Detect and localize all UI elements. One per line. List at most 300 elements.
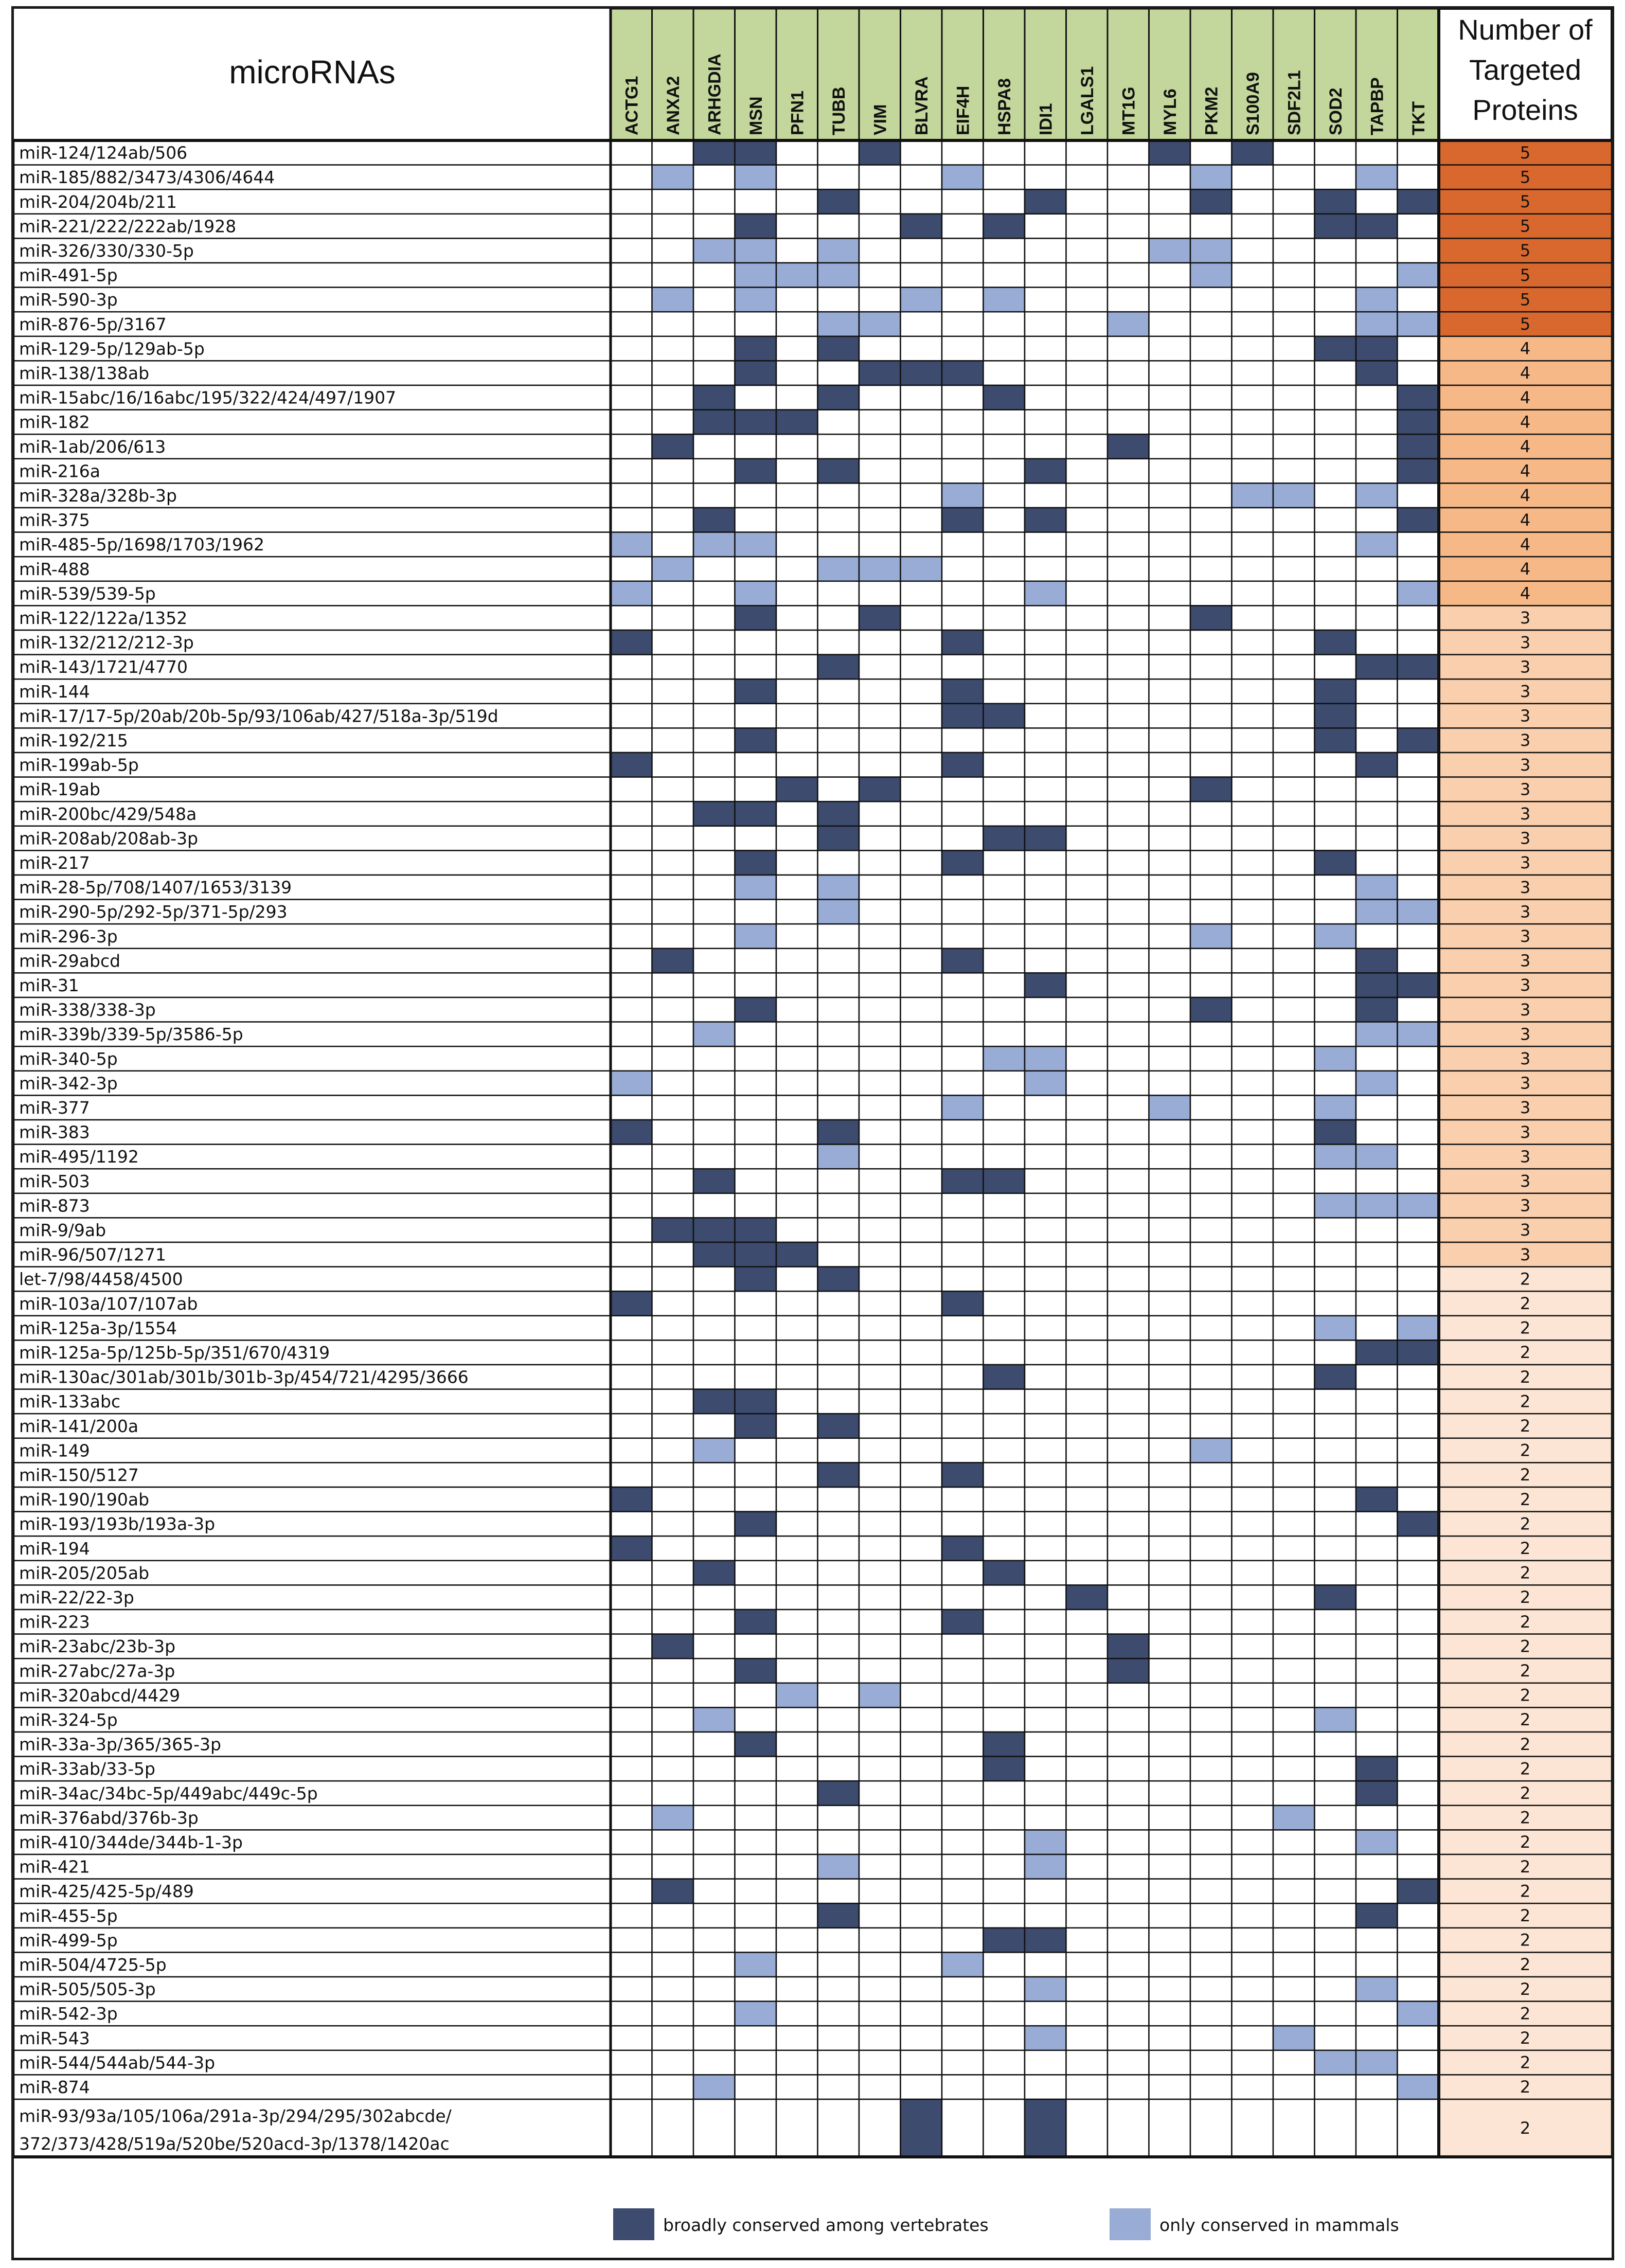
grid-cell-empty — [776, 2050, 818, 2075]
grid-cell-empty — [776, 1365, 818, 1389]
grid-cell-empty — [1356, 581, 1398, 606]
grid-cell-empty — [776, 704, 818, 728]
grid-cell-empty — [1149, 189, 1191, 214]
grid-cell-broad — [1190, 777, 1232, 802]
grid-cell-empty — [652, 1438, 694, 1463]
grid-cell-empty — [901, 410, 942, 435]
grid-cell-empty — [1066, 777, 1108, 802]
grid-cell-empty — [1190, 1145, 1232, 1169]
grid-cell-empty — [1232, 1536, 1274, 1561]
table-row — [14, 875, 1612, 900]
grid-cell-empty — [1273, 1389, 1315, 1414]
protein-label-arhgdia: ARHGDIA — [705, 53, 725, 135]
grid-cell-empty — [1025, 1634, 1066, 1659]
grid-cell-mammal — [1190, 1438, 1232, 1463]
grid-cell-empty — [818, 508, 860, 532]
grid-cell-empty — [1066, 630, 1108, 655]
grid-cell-empty — [1108, 1683, 1149, 1708]
grid-cell-broad — [1149, 140, 1191, 165]
table-row — [14, 1781, 1612, 1806]
grid-cell-empty — [1025, 1291, 1066, 1316]
grid-cell-empty — [1149, 1536, 1191, 1561]
grid-cell-empty — [942, 1757, 984, 1781]
grid-cell-mammal — [1232, 483, 1274, 508]
grid-cell-empty — [735, 1903, 777, 1928]
grid-cell-empty — [693, 557, 735, 581]
grid-cell-empty — [1356, 1414, 1398, 1438]
grid-cell-empty — [652, 1291, 694, 1316]
grid-cell-empty — [1066, 753, 1108, 777]
grid-cell-empty — [1190, 288, 1232, 312]
grid-cell-empty — [1190, 704, 1232, 728]
grid-cell-empty — [1398, 238, 1439, 263]
table-row — [14, 777, 1612, 802]
grid-cell-empty — [1398, 483, 1439, 508]
grid-cell-empty — [1273, 1242, 1315, 1267]
grid-cell-empty — [942, 777, 984, 802]
grid-cell-empty — [611, 1658, 652, 1683]
grid-cell-empty — [818, 605, 860, 630]
grid-cell-empty — [1066, 1806, 1108, 1830]
grid-cell-mammal — [1356, 1022, 1398, 1047]
grid-cell-empty — [1232, 1145, 1274, 1169]
grid-cell-broad — [901, 361, 942, 385]
grid-cell-mammal — [1398, 900, 1439, 924]
grid-cell-empty — [942, 263, 984, 288]
count-value: 5 — [1520, 167, 1531, 187]
grid-cell-broad — [1398, 189, 1439, 214]
mirna-name: miR-499-5p — [19, 1930, 118, 1951]
grid-cell-empty — [1398, 1561, 1439, 1585]
count-value: 2 — [1520, 1465, 1531, 1485]
count-value: 2 — [1520, 1587, 1531, 1608]
grid-cell-empty — [1025, 1022, 1066, 1047]
grid-cell-empty — [1273, 1757, 1315, 1781]
grid-cell-empty — [693, 288, 735, 312]
grid-cell-empty — [1190, 630, 1232, 655]
count-value: 2 — [1520, 1343, 1531, 1363]
grid-cell-broad — [735, 1242, 777, 1267]
grid-cell-empty — [859, 1316, 901, 1341]
grid-cell-empty — [1315, 1462, 1356, 1487]
grid-cell-mammal — [1356, 1145, 1398, 1169]
count-value: 2 — [1520, 2052, 1531, 2073]
grid-cell-empty — [984, 949, 1025, 973]
grid-cell-empty — [1108, 704, 1149, 728]
grid-cell-broad — [611, 1536, 652, 1561]
grid-cell-empty — [1398, 949, 1439, 973]
grid-cell-empty — [1108, 1095, 1149, 1120]
grid-cell-empty — [984, 777, 1025, 802]
grid-cell-empty — [611, 1438, 652, 1463]
table-row — [14, 1561, 1612, 1585]
grid-cell-empty — [1108, 1585, 1149, 1610]
grid-cell-empty — [1315, 949, 1356, 973]
grid-cell-empty — [652, 605, 694, 630]
count-value: 5 — [1520, 265, 1531, 285]
grid-cell-empty — [776, 140, 818, 165]
grid-cell-empty — [1025, 1340, 1066, 1365]
protein-label-eif4h: EIF4H — [953, 85, 973, 135]
grid-cell-broad — [818, 336, 860, 361]
grid-cell-empty — [1190, 1340, 1232, 1365]
mirna-name: miR-342-3p — [19, 1073, 118, 1094]
grid-cell-empty — [1190, 1903, 1232, 1928]
grid-cell-empty — [1190, 1120, 1232, 1145]
grid-cell-empty — [611, 949, 652, 973]
count-value: 4 — [1520, 437, 1531, 456]
grid-cell-empty — [1398, 1781, 1439, 1806]
grid-cell-empty — [611, 1757, 652, 1781]
grid-cell-empty — [1108, 1389, 1149, 1414]
protein-label-sod2: SOD2 — [1326, 87, 1346, 135]
grid-cell-empty — [1108, 2075, 1149, 2099]
grid-cell-empty — [1315, 483, 1356, 508]
grid-cell-empty — [942, 1389, 984, 1414]
grid-cell-empty — [1108, 2050, 1149, 2075]
grid-cell-empty — [1066, 434, 1108, 459]
grid-cell-empty — [1232, 2099, 1274, 2157]
grid-cell-broad — [984, 1732, 1025, 1757]
mirna-name: miR-485-5p/1698/1703/1962 — [19, 534, 264, 555]
grid-cell-empty — [1190, 1977, 1232, 2002]
grid-cell-empty — [1108, 1830, 1149, 1854]
count-value: 2 — [1520, 1440, 1531, 1460]
grid-cell-empty — [1066, 1046, 1108, 1071]
grid-cell-empty — [1232, 1658, 1274, 1683]
count-value: 3 — [1520, 657, 1531, 677]
grid-cell-empty — [611, 1389, 652, 1414]
mirna-name: miR-150/5127 — [19, 1465, 139, 1485]
grid-cell-empty — [1025, 924, 1066, 949]
grid-cell-empty — [901, 1365, 942, 1389]
grid-cell-mammal — [1315, 1095, 1356, 1120]
mirna-name: miR-23abc/23b-3p — [19, 1636, 176, 1657]
grid-cell-broad — [1398, 410, 1439, 435]
grid-cell-empty — [942, 2099, 984, 2157]
table-row — [14, 532, 1612, 557]
grid-cell-mammal — [652, 1806, 694, 1830]
mirna-name: miR-33a-3p/365/365-3p — [19, 1734, 221, 1755]
mirna-name: miR-204/204b/211 — [19, 191, 177, 212]
grid-cell-broad — [652, 434, 694, 459]
grid-cell-broad — [984, 1365, 1025, 1389]
grid-cell-broad — [1108, 1658, 1149, 1683]
grid-cell-broad — [818, 1781, 860, 1806]
grid-cell-empty — [859, 655, 901, 680]
grid-cell-empty — [901, 1438, 942, 1463]
grid-cell-empty — [693, 728, 735, 753]
grid-cell-empty — [1315, 1242, 1356, 1267]
grid-cell-empty — [1315, 801, 1356, 826]
grid-cell-mammal — [818, 238, 860, 263]
grid-cell-empty — [652, 1267, 694, 1292]
grid-cell-empty — [1066, 1658, 1108, 1683]
grid-cell-broad — [1356, 1757, 1398, 1781]
grid-cell-empty — [1066, 2099, 1108, 2157]
grid-cell-empty — [859, 1512, 901, 1537]
grid-cell-empty — [1356, 850, 1398, 875]
grid-cell-empty — [901, 2075, 942, 2099]
table-row — [14, 655, 1612, 680]
grid-cell-empty — [984, 1120, 1025, 1145]
grid-cell-empty — [1190, 1732, 1232, 1757]
mirna-name: miR-216a — [19, 461, 101, 481]
grid-cell-empty — [693, 1806, 735, 1830]
grid-cell-empty — [984, 1145, 1025, 1169]
grid-cell-mammal — [1315, 2050, 1356, 2075]
grid-cell-empty — [1273, 605, 1315, 630]
grid-cell-empty — [611, 2026, 652, 2050]
grid-cell-empty — [776, 1414, 818, 1438]
grid-cell-empty — [818, 1193, 860, 1218]
grid-cell-empty — [611, 238, 652, 263]
count-value: 2 — [1520, 2118, 1531, 2138]
grid-cell-mammal — [735, 875, 777, 900]
grid-cell-empty — [1066, 336, 1108, 361]
grid-cell-broad — [1356, 361, 1398, 385]
grid-cell-empty — [1315, 410, 1356, 435]
grid-cell-empty — [1190, 1536, 1232, 1561]
grid-cell-mammal — [1190, 165, 1232, 190]
grid-cell-empty — [901, 2050, 942, 2075]
grid-cell-empty — [901, 1732, 942, 1757]
grid-cell-empty — [693, 2050, 735, 2075]
grid-cell-empty — [735, 777, 777, 802]
grid-cell-empty — [1398, 1169, 1439, 1193]
grid-cell-mammal — [735, 165, 777, 190]
grid-cell-empty — [1066, 900, 1108, 924]
grid-cell-empty — [652, 777, 694, 802]
grid-cell-empty — [859, 1561, 901, 1585]
grid-cell-broad — [942, 949, 984, 973]
grid-cell-empty — [1190, 1561, 1232, 1585]
grid-cell-broad — [818, 801, 860, 826]
grid-cell-empty — [984, 1462, 1025, 1487]
grid-cell-empty — [1066, 1683, 1108, 1708]
grid-cell-empty — [984, 238, 1025, 263]
count-value: 3 — [1520, 853, 1531, 873]
grid-cell-empty — [942, 336, 984, 361]
grid-cell-empty — [776, 2026, 818, 2050]
grid-cell-empty — [1273, 1977, 1315, 2002]
grid-cell-empty — [1315, 1487, 1356, 1512]
grid-cell-empty — [1066, 1487, 1108, 1512]
grid-cell-empty — [776, 532, 818, 557]
grid-cell-empty — [1232, 1806, 1274, 1830]
grid-cell-broad — [818, 459, 860, 484]
grid-cell-empty — [1066, 801, 1108, 826]
grid-cell-empty — [1232, 1218, 1274, 1242]
grid-cell-empty — [776, 900, 818, 924]
grid-cell-empty — [1356, 508, 1398, 532]
grid-cell-empty — [735, 1977, 777, 2002]
table-row — [14, 1438, 1612, 1463]
grid-cell-mammal — [693, 2075, 735, 2099]
grid-cell-broad — [652, 1634, 694, 1659]
grid-cell-empty — [1190, 1757, 1232, 1781]
grid-cell-empty — [611, 777, 652, 802]
grid-cell-empty — [1356, 1707, 1398, 1732]
grid-cell-mammal — [1108, 312, 1149, 336]
grid-cell-empty — [1066, 1634, 1108, 1659]
grid-cell-broad — [735, 801, 777, 826]
count-value: 2 — [1520, 1906, 1531, 1925]
count-value: 3 — [1520, 1098, 1531, 1118]
grid-cell-empty — [1066, 1462, 1108, 1487]
table-row — [14, 189, 1612, 214]
grid-cell-empty — [1315, 1536, 1356, 1561]
grid-cell-broad — [818, 1903, 860, 1928]
grid-cell-broad — [859, 140, 901, 165]
grid-cell-empty — [693, 581, 735, 606]
grid-cell-empty — [1149, 1389, 1191, 1414]
grid-cell-empty — [859, 1095, 901, 1120]
grid-cell-empty — [611, 1169, 652, 1193]
grid-cell-empty — [942, 1781, 984, 1806]
grid-cell-empty — [1356, 1291, 1398, 1316]
grid-cell-empty — [1273, 875, 1315, 900]
grid-cell-mammal — [818, 557, 860, 581]
table-row — [14, 2050, 1612, 2075]
grid-cell-empty — [611, 1732, 652, 1757]
grid-cell-empty — [1108, 1977, 1149, 2002]
grid-cell-empty — [1025, 214, 1066, 239]
grid-cell-empty — [818, 2002, 860, 2026]
grid-cell-empty — [1232, 900, 1274, 924]
count-value: 4 — [1520, 338, 1531, 359]
grid-cell-empty — [735, 1095, 777, 1120]
grid-cell-mammal — [818, 1854, 860, 1879]
grid-cell-empty — [901, 1487, 942, 1512]
grid-cell-empty — [942, 410, 984, 435]
grid-cell-empty — [1108, 630, 1149, 655]
grid-cell-mammal — [735, 1952, 777, 1977]
grid-cell-mammal — [1356, 165, 1398, 190]
grid-cell-broad — [1315, 214, 1356, 239]
grid-cell-empty — [776, 2075, 818, 2099]
grid-cell-empty — [776, 1928, 818, 1953]
mirna-name: miR-96/507/1271 — [19, 1244, 167, 1265]
grid-cell-empty — [859, 581, 901, 606]
grid-cell-empty — [942, 1267, 984, 1292]
grid-cell-empty — [1108, 557, 1149, 581]
grid-cell-empty — [901, 1169, 942, 1193]
grid-cell-empty — [1315, 361, 1356, 385]
grid-cell-empty — [1232, 801, 1274, 826]
grid-cell-empty — [1149, 1830, 1191, 1854]
grid-cell-empty — [735, 312, 777, 336]
grid-cell-empty — [1356, 728, 1398, 753]
grid-cell-empty — [1398, 630, 1439, 655]
grid-cell-empty — [1108, 263, 1149, 288]
grid-cell-empty — [1066, 605, 1108, 630]
count-value: 3 — [1520, 999, 1531, 1020]
grid-cell-mammal — [818, 900, 860, 924]
grid-cell-empty — [1190, 900, 1232, 924]
grid-cell-empty — [1149, 263, 1191, 288]
grid-cell-empty — [1398, 1487, 1439, 1512]
mirna-label-cell — [14, 1854, 611, 1879]
grid-cell-empty — [1356, 1218, 1398, 1242]
grid-cell-empty — [859, 900, 901, 924]
grid-cell-empty — [1149, 1120, 1191, 1145]
grid-cell-empty — [1315, 1438, 1356, 1463]
mirna-name: miR-185/882/3473/4306/4644 — [19, 167, 275, 188]
grid-cell-empty — [1398, 1291, 1439, 1316]
grid-cell-empty — [735, 1438, 777, 1463]
grid-cell-empty — [1066, 459, 1108, 484]
grid-cell-empty — [942, 1561, 984, 1585]
grid-cell-empty — [611, 1830, 652, 1854]
grid-cell-empty — [1398, 1071, 1439, 1096]
grid-cell-empty — [1273, 1781, 1315, 1806]
mirna-name: miR-340-5p — [19, 1048, 118, 1069]
grid-cell-empty — [611, 1561, 652, 1585]
grid-cell-empty — [942, 288, 984, 312]
mirna-name: miR-874 — [19, 2077, 90, 2097]
grid-cell-empty — [1025, 1095, 1066, 1120]
grid-cell-broad — [1398, 508, 1439, 532]
grid-cell-empty — [901, 532, 942, 557]
grid-cell-broad — [984, 385, 1025, 410]
grid-cell-mammal — [818, 312, 860, 336]
table-row — [14, 1365, 1612, 1389]
grid-cell-broad — [693, 1561, 735, 1585]
grid-cell-empty — [735, 385, 777, 410]
grid-cell-empty — [1066, 1732, 1108, 1757]
grid-cell-empty — [1190, 1512, 1232, 1537]
grid-cell-empty — [818, 214, 860, 239]
grid-cell-mammal — [1356, 875, 1398, 900]
grid-cell-empty — [818, 753, 860, 777]
grid-cell-empty — [776, 1193, 818, 1218]
grid-cell-broad — [1025, 508, 1066, 532]
grid-cell-empty — [611, 1585, 652, 1610]
grid-cell-empty — [1398, 1707, 1439, 1732]
grid-cell-empty — [1315, 288, 1356, 312]
grid-cell-empty — [901, 336, 942, 361]
mirna-name: miR-125a-3p/1554 — [19, 1318, 177, 1338]
grid-cell-empty — [1149, 557, 1191, 581]
grid-cell-empty — [1273, 1340, 1315, 1365]
grid-cell-broad — [693, 1242, 735, 1267]
grid-cell-empty — [776, 1561, 818, 1585]
grid-cell-empty — [984, 140, 1025, 165]
grid-cell-empty — [859, 165, 901, 190]
grid-cell-empty — [693, 336, 735, 361]
count-value: 5 — [1520, 314, 1531, 334]
count-value: 4 — [1520, 486, 1531, 506]
mirna-name: miR-491-5p — [19, 265, 118, 285]
mirna-name: miR-133abc — [19, 1391, 121, 1412]
grid-cell-empty — [1190, 1610, 1232, 1634]
grid-cell-empty — [1190, 361, 1232, 385]
grid-cell-empty — [611, 655, 652, 680]
count-value: 3 — [1520, 682, 1531, 701]
grid-cell-empty — [1232, 704, 1274, 728]
grid-cell-empty — [1190, 1879, 1232, 1904]
grid-cell-mammal — [859, 312, 901, 336]
grid-cell-empty — [1108, 189, 1149, 214]
grid-cell-mammal — [1190, 238, 1232, 263]
grid-cell-empty — [652, 140, 694, 165]
grid-cell-empty — [1273, 1634, 1315, 1659]
grid-cell-empty — [1025, 679, 1066, 704]
protein-label-tubb: TUBB — [829, 86, 849, 135]
grid-cell-empty — [1398, 1732, 1439, 1757]
grid-cell-mammal — [1356, 900, 1398, 924]
